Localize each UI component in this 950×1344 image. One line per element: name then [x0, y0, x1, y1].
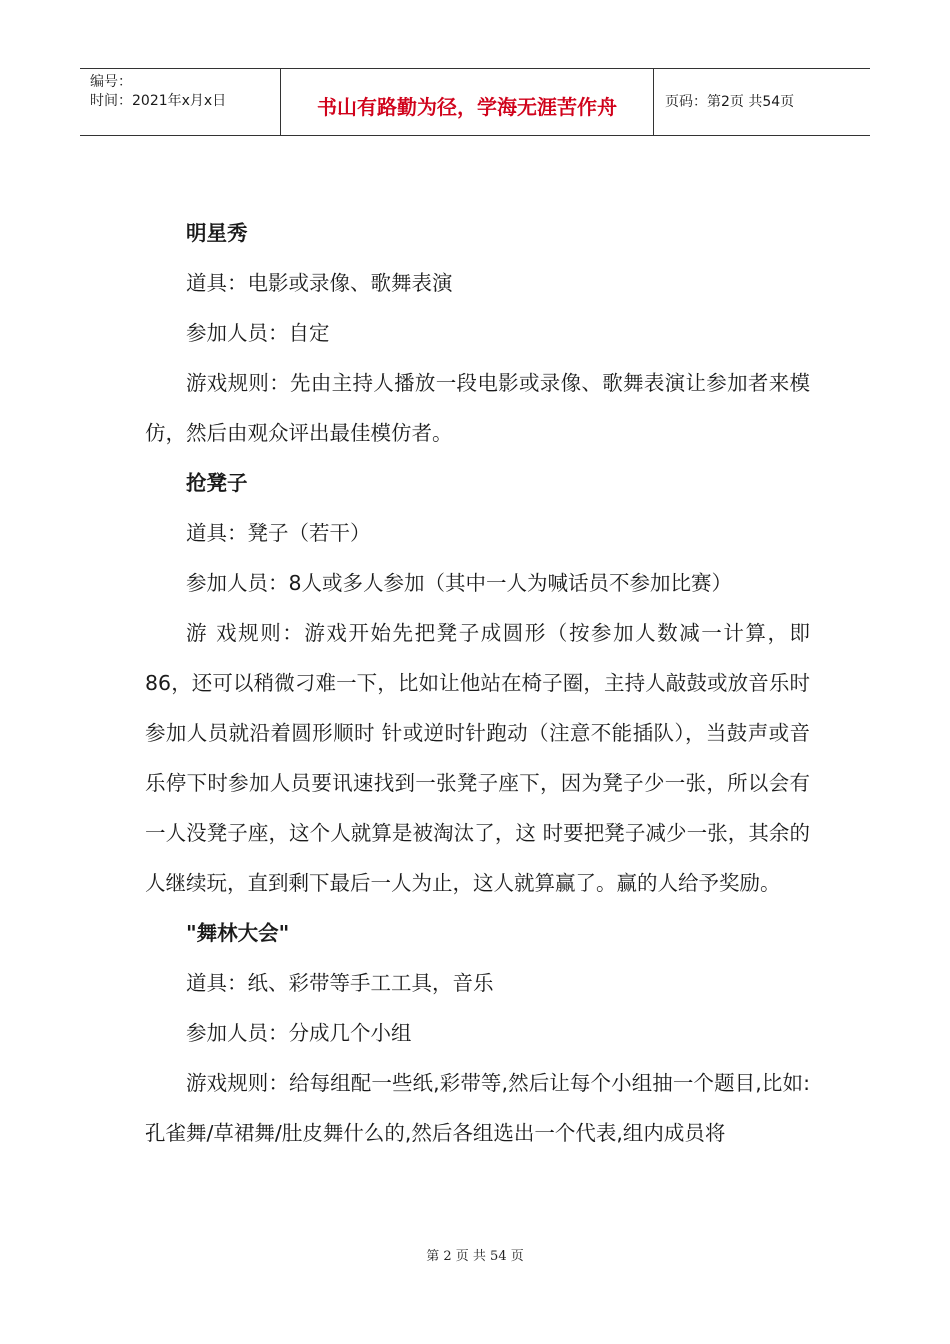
section-participants: 参加人员：8人或多人参加（其中一人为喊话员不参加比赛） [186, 571, 733, 595]
document-body [145, 208, 810, 1158]
section-props: 道具：凳子（若干） [186, 521, 371, 545]
section-props: 道具：纸、彩带等手工工具，音乐 [186, 971, 494, 995]
page-header [80, 68, 870, 136]
section-rules: 游戏规则：给每组配一些纸,彩带等,然后让每个小组抽一个题目,比如:孔雀舞/草裙舞/肚皮舞什么的,然后各组选出一个代表,组内成员将 [145, 1071, 810, 1145]
section-title: 明星秀 [186, 221, 248, 245]
header-date-label: 时间：2021年x月x日 [90, 93, 227, 109]
section-rules: 游戏规则：先由主持人播放一段电影或录像、歌舞表演让参加者来模仿，然后由观众评出最佳模仿者。 [145, 371, 810, 445]
header-motto: 书山有路勤为径，学海无涯苦作舟 [281, 69, 654, 135]
section-title: "舞林大会" [186, 921, 290, 945]
section-rules: 游 戏规则：游戏开始先把凳子成圆形（按参加人数减一计算，即86，还可以稍微刁难一下，比如让他站在椅子圈，主持人敲鼓或放音乐时参加人员就沿着圆形顺时 针或逆时针跑动（注意不能插队），当鼓声或音乐停下时参加人员要讯速找到一张凳子座下，因为凳子少一张，所以会有一人没凳子座，这个人就算是被淘汰了，这 时要把凳子减少一张，其余的人继续玩，直到剩下最后一人为止，这人就算赢了。赢的人给予奖励。 [145, 621, 810, 895]
section-props: 道具：电影或录像、歌舞表演 [186, 271, 453, 295]
header-meta [80, 69, 281, 135]
section-participants: 参加人员：自定 [186, 321, 330, 345]
section-title: 抢凳子 [186, 471, 248, 495]
header-number-label: 编号： [90, 74, 132, 90]
section-participants: 参加人员：分成几个小组 [186, 1021, 412, 1045]
header-page-info: 页码：第2页 共54页 [665, 94, 795, 110]
page-footer: 第 2 页 共 54 页 [426, 1249, 524, 1264]
